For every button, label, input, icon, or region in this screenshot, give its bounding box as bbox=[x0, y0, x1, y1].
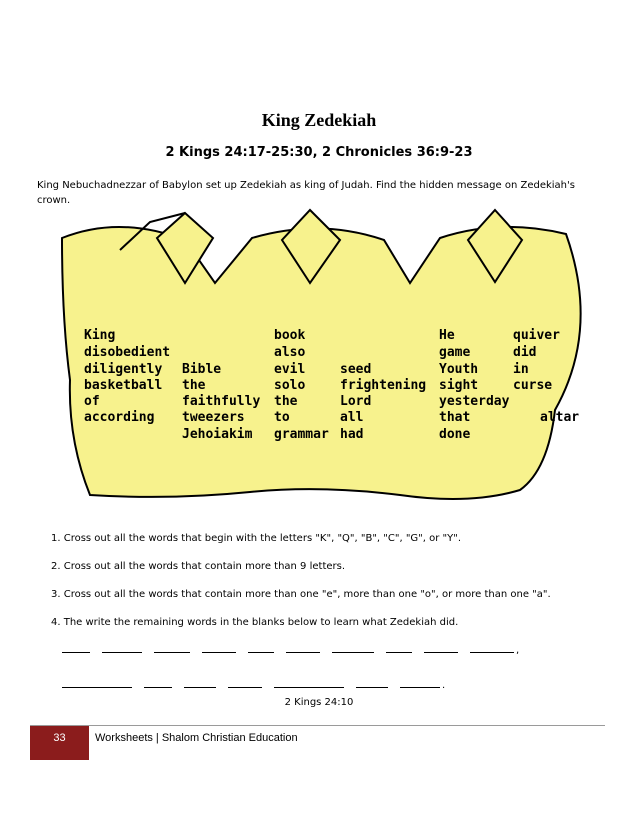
crown-word: did bbox=[513, 345, 537, 360]
crown-word: the bbox=[182, 378, 206, 393]
answer-blank[interactable] bbox=[286, 644, 320, 653]
answer-blank[interactable] bbox=[202, 644, 236, 653]
answer-blank[interactable] bbox=[102, 644, 142, 653]
answer-blank[interactable] bbox=[184, 679, 216, 688]
answer-blank[interactable] bbox=[62, 644, 90, 653]
crown-word: curse bbox=[513, 378, 553, 393]
crown-word: all bbox=[340, 410, 364, 425]
scripture-reference-heading: 2 Kings 24:17-25:30, 2 Chronicles 36:9-23 bbox=[165, 145, 473, 160]
crown-word: book bbox=[274, 328, 306, 343]
crown-word: according bbox=[84, 410, 155, 425]
crown-word: grammar bbox=[274, 427, 329, 442]
answer-blank[interactable] bbox=[144, 679, 172, 688]
crown-word: of bbox=[84, 394, 100, 409]
punctuation-comma: , bbox=[516, 645, 520, 656]
crown-word: seed bbox=[340, 362, 372, 377]
answer-blank[interactable] bbox=[424, 644, 458, 653]
answer-blank[interactable] bbox=[248, 644, 274, 653]
instruction-3: 3. Cross out all the words that contain more than one "e", more than one "o", or more than one "a". bbox=[51, 589, 551, 600]
crown-word: evil bbox=[274, 362, 306, 377]
footer-divider bbox=[30, 725, 605, 726]
crown-word: basketball bbox=[84, 378, 163, 393]
crown-word: Bible bbox=[182, 362, 222, 377]
answer-blank[interactable] bbox=[228, 679, 262, 688]
crown-word: yesterday bbox=[439, 394, 510, 409]
crown-word: Lord bbox=[340, 394, 372, 409]
crown-word: sight bbox=[439, 378, 479, 393]
crown-word: Jehoiakim bbox=[182, 427, 253, 442]
answer-blanks-row-1 bbox=[62, 644, 519, 656]
answer-blank[interactable] bbox=[154, 644, 190, 653]
answer-blank[interactable] bbox=[62, 679, 132, 688]
crown-word: diligently bbox=[84, 362, 163, 377]
answer-blank[interactable] bbox=[332, 644, 374, 653]
crown-word: quiver bbox=[513, 328, 560, 343]
page-title: King Zedekiah bbox=[261, 110, 377, 130]
crown-word: done bbox=[439, 427, 471, 442]
answer-blank[interactable] bbox=[356, 679, 388, 688]
crown-word: also bbox=[274, 345, 306, 360]
instruction-2: 2. Cross out all the words that contain more than 9 letters. bbox=[51, 561, 346, 572]
answer-blank[interactable] bbox=[274, 679, 344, 688]
answer-blanks-row-2 bbox=[62, 679, 445, 691]
page-number: 33 bbox=[53, 732, 66, 744]
scripture-reference: 2 Kings 24:10 bbox=[284, 697, 354, 708]
crown-word: solo bbox=[274, 378, 306, 393]
crown-word: that bbox=[439, 410, 471, 425]
intro-paragraph: King Nebuchadnezzar of Babylon set up Zedekiah as king of Judah. Find the hidden message on Zedekiah's crown. bbox=[37, 180, 575, 206]
crown-word: faithfully bbox=[182, 394, 261, 409]
instruction-1: 1. Cross out all the words that begin with the letters "K", "Q", "B", "C", "G", or "Y". bbox=[51, 533, 462, 544]
crown-word: frightening bbox=[340, 378, 427, 393]
crown-word: to bbox=[274, 410, 290, 425]
answer-blank[interactable] bbox=[386, 644, 412, 653]
footer-text: Worksheets | Shalom Christian Education bbox=[95, 732, 298, 744]
crown-word: disobedient bbox=[84, 345, 171, 360]
crown-word: altar bbox=[540, 410, 580, 425]
punctuation-period: . bbox=[442, 680, 446, 691]
crown-word: game bbox=[439, 345, 471, 360]
crown-word: had bbox=[340, 427, 364, 442]
crown-word: Youth bbox=[439, 362, 479, 377]
crown-word: the bbox=[274, 394, 298, 409]
crown-word: tweezers bbox=[182, 410, 245, 425]
crown-word: He bbox=[439, 328, 455, 343]
answer-blank[interactable] bbox=[400, 679, 440, 688]
instruction-4: 4. The write the remaining words in the blanks below to learn what Zedekiah did. bbox=[51, 617, 459, 628]
crown-word: in bbox=[513, 362, 529, 377]
answer-blank[interactable] bbox=[470, 644, 514, 653]
crown-word: King bbox=[84, 328, 116, 343]
